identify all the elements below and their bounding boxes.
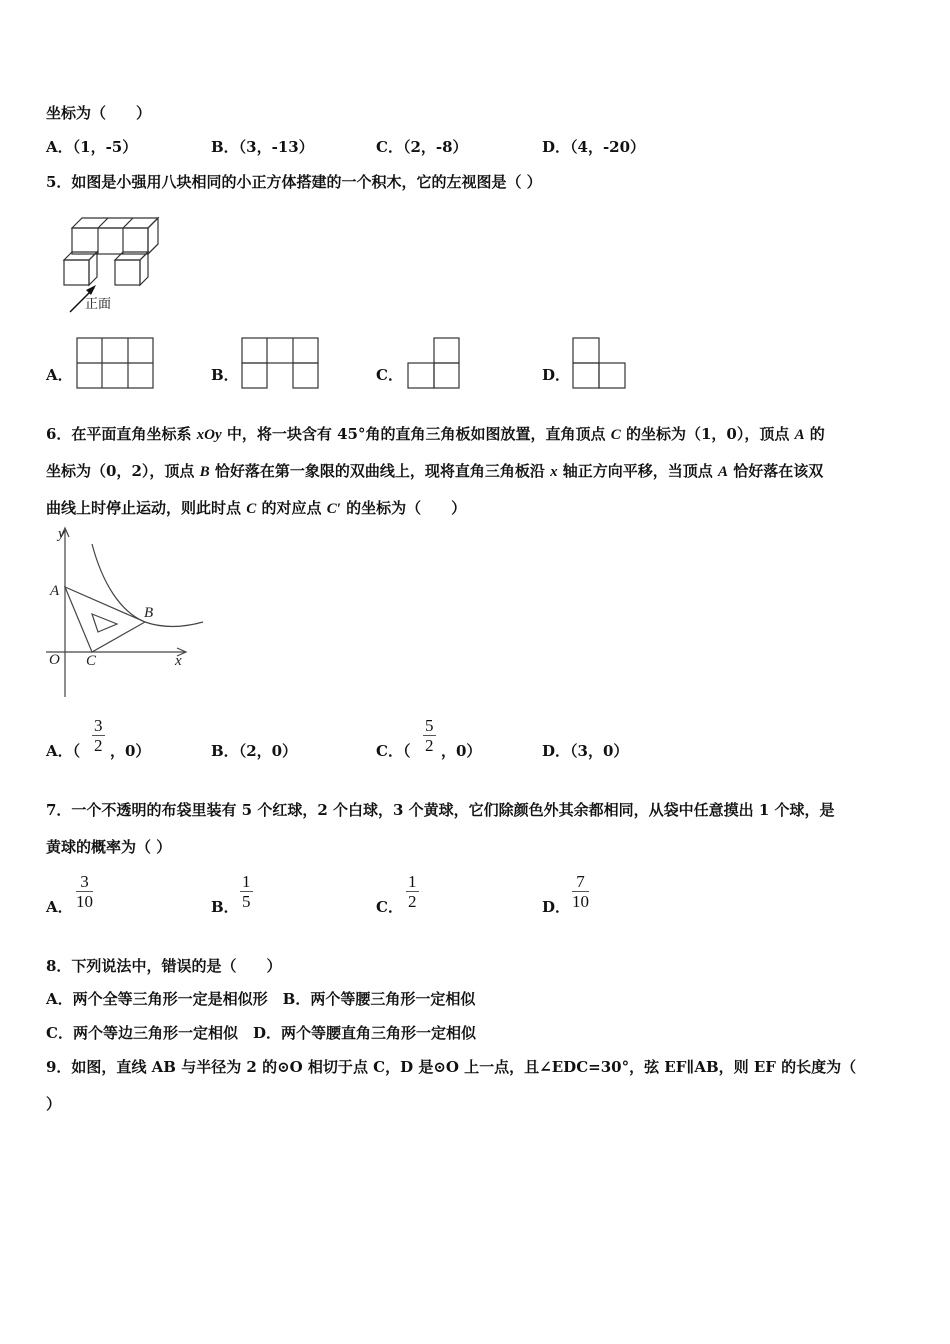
q7-option-a-fraction: $\frac{3}{10}$	[76, 872, 93, 911]
label-o: O	[49, 652, 60, 668]
q5-option-d-figure	[572, 337, 628, 389]
q4-option-a: A．（1，-5）	[46, 138, 138, 156]
q6-option-c-fraction: $\frac{5}{2}$	[425, 716, 434, 755]
q7-option-c-label: C．	[376, 898, 403, 916]
q6-option-a: A．（	[46, 742, 81, 760]
q7-line-2: 黄球的概率为（ ）	[46, 838, 172, 856]
q6-coordinate-figure	[40, 522, 210, 700]
q5-option-b-label: B．	[211, 366, 239, 384]
q5-option-a-figure	[76, 337, 156, 389]
q8-options-row-1: A．两个全等三角形一定是相似形 B．两个等腰三角形一定相似	[46, 990, 476, 1008]
q9-line-2: ）	[46, 1095, 62, 1113]
q5-stem: 5．如图是小强用八块相同的小正方体搭建的一个积木，它的左视图是（ ）	[46, 173, 542, 191]
q7-line-1: 7．一个不透明的布袋里装有 5 个红球，2 个白球，3 个黄球，它们除颜色外其余都相同，从袋中任意摸出 1 个球，是	[46, 801, 835, 819]
q5-option-b-figure	[241, 337, 321, 389]
q5-option-d-label: D．	[542, 366, 571, 384]
q6-line-1: 6．在平面直角坐标系 xOy 中，将一块含有 45°角的直角三角板如图放置，直角顶点 C 的坐标为（1，0），顶点 A 的	[46, 425, 825, 443]
label-y: y	[58, 526, 65, 542]
q6-option-c: C．（	[376, 742, 411, 760]
q8-stem: 8．下列说法中，错误的是（ ）	[46, 957, 282, 975]
q7-option-b-fraction: $\frac{1}{5}$	[242, 872, 251, 911]
q6-option-d: D．（3，0）	[542, 742, 629, 760]
q6-option-b: B．（2，0）	[211, 742, 298, 760]
q4-option-d: D．（4，-20）	[542, 138, 646, 156]
triangle-inner	[92, 614, 117, 632]
q9-line-1: 9．如图，直线 AB 与半径为 2 的⊙O 相切于点 C，D 是⊙O 上一点，且∠EDC=30°，弦 EF∥AB，则 EF 的长度为（	[46, 1058, 857, 1076]
q4-option-c: C．（2，-8）	[376, 138, 468, 156]
q5-option-c-label: C．	[376, 366, 403, 384]
q7-option-d-fraction: $\frac{7}{10}$	[572, 872, 589, 911]
q7-option-c-fraction: $\frac{1}{2}$	[408, 872, 417, 911]
q6-line-2: 坐标为（0，2），顶点 B 恰好落在第一象限的双曲线上，现将直角三角板沿 x 轴正方向平移，当顶点 A 恰好落在该双	[46, 462, 824, 480]
q5-option-a-label: A．	[46, 366, 73, 384]
label-c: C	[86, 653, 97, 669]
q4-option-b: B．（3，-13）	[211, 138, 314, 156]
q7-option-d-label: D．	[542, 898, 571, 916]
label-a: A	[50, 583, 60, 599]
label-x: x	[175, 653, 182, 669]
front-view-label: 正面	[85, 296, 112, 311]
q6-line-3: 曲线上时停止运动，则此时点 C 的对应点 C′ 的坐标为（ ）	[46, 499, 467, 517]
q5-block-figure	[60, 210, 170, 320]
q6-option-c-close: ，0）	[441, 742, 482, 760]
q4-stem-tail: 坐标为（ ）	[46, 104, 152, 122]
label-b: B	[144, 605, 154, 621]
q7-option-b-label: B．	[211, 898, 239, 916]
q8-options-row-2: C．两个等边三角形一定相似 D．两个等腰直角三角形一定相似	[46, 1024, 476, 1042]
q7-option-a-label: A．	[46, 898, 73, 916]
q6-option-a-close: ，0）	[110, 742, 151, 760]
q5-option-c-figure	[406, 337, 462, 389]
q6-option-a-fraction: $\frac{3}{2}$	[94, 716, 103, 755]
